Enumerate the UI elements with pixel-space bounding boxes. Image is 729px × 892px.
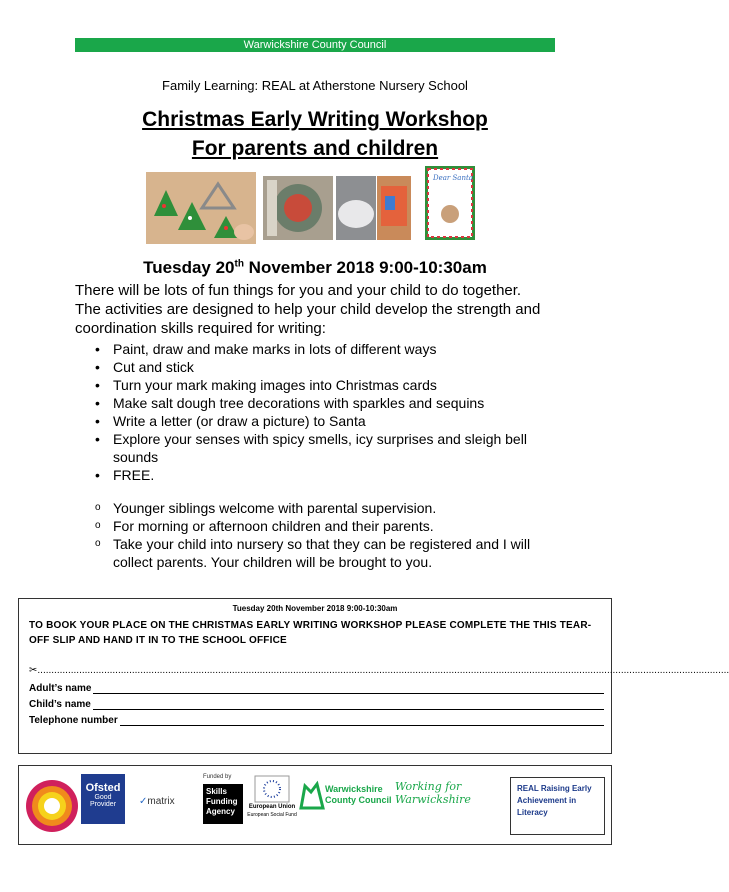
working-for-warwickshire: Working for Warwickshire — [395, 780, 471, 806]
scissors-icon: ✂ — [29, 665, 38, 676]
slip-date: Tuesday 20th November 2018 9:00-10:30am — [232, 604, 398, 613]
page-title: Christmas Early Writing Workshop — [142, 108, 488, 131]
photo-tree-decorations — [146, 172, 256, 244]
telephone-field[interactable]: Telephone number — [29, 715, 604, 726]
council-banner: Warwickshire County Council — [75, 38, 555, 52]
eu-label: European Union — [248, 804, 296, 810]
list-item: o Take your child into nursery so that they can be registered and I will collect parents. Your children will be brought to you. — [95, 535, 565, 571]
eu-flag-icon — [255, 776, 289, 802]
bear-logo-icon — [297, 778, 327, 814]
funded-by-label: Funded by — [203, 774, 232, 780]
list-item: • Turn your mark making images into Christmas cards — [95, 376, 565, 394]
adult-name-field[interactable]: Adult’s name — [29, 683, 604, 694]
intro-paragraph: There will be lots of fun things for you and your child to do together. The activities are designed to help your child develop the strength and coordination skills required for writing: — [75, 282, 541, 337]
wcc-logo-text2: County Council — [325, 795, 392, 805]
rainbow-logo — [25, 774, 79, 834]
matrix-logo: ✓matrix — [139, 796, 175, 807]
booking-slip — [18, 598, 729, 754]
list-item: • Explore your senses with spicy smells, icy surprises and sleigh bell sounds — [95, 430, 565, 466]
ofsted-logo: Ofsted Good Provider — [81, 774, 125, 824]
wcc-logo-text: Warwickshire — [325, 784, 383, 794]
letter-greeting: Dear Santa — [433, 174, 473, 182]
list-item: • Write a letter (or draw a picture) to Santa — [95, 412, 565, 430]
event-date: Tuesday 20th November 2018 9:00-10:30am — [143, 258, 487, 277]
page-subtitle: Family Learning: REAL at Atherstone Nursery School — [162, 78, 468, 93]
photo-painting — [377, 176, 411, 240]
list-item: • FREE. — [95, 466, 565, 484]
skills-funding-agency-logo: Skills Funding Agency — [203, 784, 243, 824]
list-item: • Make salt dough tree decorations with sparkles and sequins — [95, 394, 565, 412]
list-item: o For morning or afternoon children and their parents. — [95, 517, 565, 535]
child-name-field[interactable]: Child’s name — [29, 699, 604, 710]
real-logo-box: REAL Raising Early Achievement in Literacy — [510, 777, 605, 835]
list-item: o Younger siblings welcome with parental supervision. — [95, 499, 565, 517]
page-title-line2: For parents and children — [191, 137, 439, 160]
esf-label: European Social Fund — [247, 812, 297, 818]
photo-sensory-bowl — [336, 176, 376, 240]
activity-list — [95, 340, 565, 484]
cut-line: ✂......................................................................................................................................................................................................................................................... — [29, 665, 729, 676]
list-item: • Cut and stick — [95, 358, 565, 376]
slip-heading: TO BOOK YOUR PLACE ON THE CHRISTMAS EARLY WRITING WORKSHOP PLEASE COMPLETE THE THIS TEAR-OFF SLIP AND HAND IT IN TO THE SCHOOL OFFICE — [29, 620, 592, 646]
list-item: • Paint, draw and make marks in lots of different ways — [95, 340, 565, 358]
notes-list — [95, 499, 565, 571]
photo-craft-tray — [263, 176, 333, 240]
footer-logos — [18, 765, 612, 845]
photo-santa-letter — [425, 166, 475, 240]
